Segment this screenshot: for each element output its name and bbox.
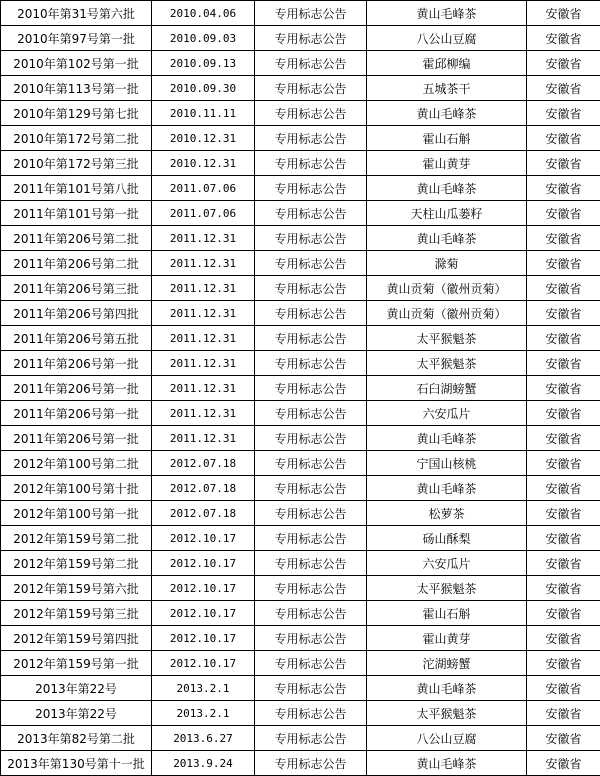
announcement-number-cell: 2011年第206号第五批 bbox=[1, 326, 152, 351]
table-row bbox=[1, 251, 600, 276]
table-row bbox=[1, 526, 600, 551]
date-cell: 2011.12.31 bbox=[152, 401, 255, 426]
announcement-type-cell: 专用标志公告 bbox=[255, 1, 367, 26]
announcement-number-cell: 2012年第159号第一批 bbox=[1, 651, 152, 676]
product-name-cell: 黄山毛峰茶 bbox=[367, 426, 527, 451]
date-cell: 2011.12.31 bbox=[152, 426, 255, 451]
announcement-type-cell: 专用标志公告 bbox=[255, 501, 367, 526]
announcement-number-cell: 2012年第100号第一批 bbox=[1, 501, 152, 526]
province-cell: 安徽省 bbox=[527, 126, 600, 151]
province-cell: 安徽省 bbox=[527, 101, 600, 126]
product-name-cell: 黄山贡菊（徽州贡菊） bbox=[367, 276, 527, 301]
province-cell: 安徽省 bbox=[527, 351, 600, 376]
product-name-cell: 霍邱柳编 bbox=[367, 51, 527, 76]
province-cell: 安徽省 bbox=[527, 226, 600, 251]
announcement-number-cell: 2010年第113号第一批 bbox=[1, 76, 152, 101]
announcement-number-cell: 2013年第130号第十一批 bbox=[1, 751, 152, 776]
announcement-type-cell: 专用标志公告 bbox=[255, 351, 367, 376]
announcement-type-cell: 专用标志公告 bbox=[255, 251, 367, 276]
date-cell: 2010.09.13 bbox=[152, 51, 255, 76]
province-cell: 安徽省 bbox=[527, 426, 600, 451]
table-row bbox=[1, 626, 600, 651]
table-row bbox=[1, 426, 600, 451]
province-cell: 安徽省 bbox=[527, 26, 600, 51]
table-row bbox=[1, 476, 600, 501]
product-name-cell: 滁菊 bbox=[367, 251, 527, 276]
table-row bbox=[1, 376, 600, 401]
province-cell: 安徽省 bbox=[527, 651, 600, 676]
date-cell: 2011.12.31 bbox=[152, 376, 255, 401]
table-row bbox=[1, 601, 600, 626]
announcement-type-cell: 专用标志公告 bbox=[255, 176, 367, 201]
announcement-type-cell: 专用标志公告 bbox=[255, 126, 367, 151]
product-name-cell: 黄山毛峰茶 bbox=[367, 751, 527, 776]
date-cell: 2013.9.24 bbox=[152, 751, 255, 776]
announcement-type-cell: 专用标志公告 bbox=[255, 51, 367, 76]
table-row bbox=[1, 276, 600, 301]
announcement-number-cell: 2013年第22号 bbox=[1, 676, 152, 701]
announcement-type-cell: 专用标志公告 bbox=[255, 76, 367, 101]
province-cell: 安徽省 bbox=[527, 326, 600, 351]
province-cell: 安徽省 bbox=[527, 401, 600, 426]
date-cell: 2012.07.18 bbox=[152, 476, 255, 501]
product-name-cell: 六安瓜片 bbox=[367, 551, 527, 576]
announcement-type-cell: 专用标志公告 bbox=[255, 426, 367, 451]
date-cell: 2011.12.31 bbox=[152, 351, 255, 376]
product-name-cell: 八公山豆腐 bbox=[367, 26, 527, 51]
product-name-cell: 霍山石斛 bbox=[367, 126, 527, 151]
date-cell: 2010.09.30 bbox=[152, 76, 255, 101]
date-cell: 2011.12.31 bbox=[152, 276, 255, 301]
table-row bbox=[1, 676, 600, 701]
date-cell: 2012.10.17 bbox=[152, 576, 255, 601]
table-row bbox=[1, 301, 600, 326]
province-cell: 安徽省 bbox=[527, 726, 600, 751]
product-name-cell: 六安瓜片 bbox=[367, 401, 527, 426]
date-cell: 2013.2.1 bbox=[152, 676, 255, 701]
table-row bbox=[1, 451, 600, 476]
date-cell: 2010.12.31 bbox=[152, 126, 255, 151]
announcement-type-cell: 专用标志公告 bbox=[255, 326, 367, 351]
province-cell: 安徽省 bbox=[527, 51, 600, 76]
announcement-number-cell: 2010年第102号第一批 bbox=[1, 51, 152, 76]
announcement-type-cell: 专用标志公告 bbox=[255, 751, 367, 776]
province-cell: 安徽省 bbox=[527, 576, 600, 601]
announcement-number-cell: 2011年第206号第一批 bbox=[1, 426, 152, 451]
announcement-type-cell: 专用标志公告 bbox=[255, 226, 367, 251]
province-cell: 安徽省 bbox=[527, 201, 600, 226]
province-cell: 安徽省 bbox=[527, 676, 600, 701]
announcement-number-cell: 2012年第159号第六批 bbox=[1, 576, 152, 601]
table-row bbox=[1, 226, 600, 251]
province-cell: 安徽省 bbox=[527, 151, 600, 176]
announcement-type-cell: 专用标志公告 bbox=[255, 101, 367, 126]
date-cell: 2011.07.06 bbox=[152, 201, 255, 226]
announcement-type-cell: 专用标志公告 bbox=[255, 301, 367, 326]
product-name-cell: 黄山毛峰茶 bbox=[367, 476, 527, 501]
province-cell: 安徽省 bbox=[527, 751, 600, 776]
product-name-cell: 黄山毛峰茶 bbox=[367, 226, 527, 251]
product-name-cell: 八公山豆腐 bbox=[367, 726, 527, 751]
table-row bbox=[1, 651, 600, 676]
date-cell: 2010.04.06 bbox=[152, 1, 255, 26]
province-cell: 安徽省 bbox=[527, 251, 600, 276]
province-cell: 安徽省 bbox=[527, 526, 600, 551]
announcement-number-cell: 2012年第159号第四批 bbox=[1, 626, 152, 651]
date-cell: 2012.10.17 bbox=[152, 551, 255, 576]
date-cell: 2013.2.1 bbox=[152, 701, 255, 726]
date-cell: 2010.09.03 bbox=[152, 26, 255, 51]
product-name-cell: 石臼湖螃蟹 bbox=[367, 376, 527, 401]
announcement-type-cell: 专用标志公告 bbox=[255, 526, 367, 551]
table-row bbox=[1, 126, 600, 151]
province-cell: 安徽省 bbox=[527, 376, 600, 401]
announcement-type-cell: 专用标志公告 bbox=[255, 26, 367, 51]
product-name-cell: 沱湖螃蟹 bbox=[367, 651, 527, 676]
announcement-type-cell: 专用标志公告 bbox=[255, 401, 367, 426]
announcement-number-cell: 2013年第22号 bbox=[1, 701, 152, 726]
announcement-type-cell: 专用标志公告 bbox=[255, 701, 367, 726]
announcement-type-cell: 专用标志公告 bbox=[255, 201, 367, 226]
date-cell: 2011.12.31 bbox=[152, 226, 255, 251]
province-cell: 安徽省 bbox=[527, 476, 600, 501]
province-cell: 安徽省 bbox=[527, 301, 600, 326]
date-cell: 2011.07.06 bbox=[152, 176, 255, 201]
announcement-type-cell: 专用标志公告 bbox=[255, 451, 367, 476]
date-cell: 2010.12.31 bbox=[152, 151, 255, 176]
date-cell: 2012.10.17 bbox=[152, 626, 255, 651]
table-row bbox=[1, 151, 600, 176]
date-cell: 2010.11.11 bbox=[152, 101, 255, 126]
announcement-type-cell: 专用标志公告 bbox=[255, 276, 367, 301]
announcement-number-cell: 2012年第100号第十批 bbox=[1, 476, 152, 501]
product-name-cell: 太平猴魁茶 bbox=[367, 701, 527, 726]
announcement-number-cell: 2010年第129号第七批 bbox=[1, 101, 152, 126]
table-row bbox=[1, 101, 600, 126]
table-row bbox=[1, 176, 600, 201]
product-name-cell: 黄山毛峰茶 bbox=[367, 176, 527, 201]
date-cell: 2011.12.31 bbox=[152, 326, 255, 351]
date-cell: 2013.6.27 bbox=[152, 726, 255, 751]
announcement-number-cell: 2013年第82号第二批 bbox=[1, 726, 152, 751]
province-cell: 安徽省 bbox=[527, 601, 600, 626]
announcement-number-cell: 2011年第206号第四批 bbox=[1, 301, 152, 326]
announcement-number-cell: 2011年第101号第一批 bbox=[1, 201, 152, 226]
province-cell: 安徽省 bbox=[527, 76, 600, 101]
announcement-number-cell: 2012年第159号第二批 bbox=[1, 551, 152, 576]
province-cell: 安徽省 bbox=[527, 1, 600, 26]
product-name-cell: 霍山黄芽 bbox=[367, 151, 527, 176]
province-cell: 安徽省 bbox=[527, 626, 600, 651]
announcement-type-cell: 专用标志公告 bbox=[255, 676, 367, 701]
announcement-number-cell: 2011年第206号第二批 bbox=[1, 226, 152, 251]
table-row bbox=[1, 701, 600, 726]
table-row bbox=[1, 26, 600, 51]
announcement-number-cell: 2011年第206号第一批 bbox=[1, 401, 152, 426]
province-cell: 安徽省 bbox=[527, 451, 600, 476]
product-name-cell: 霍山黄芽 bbox=[367, 626, 527, 651]
announcement-type-cell: 专用标志公告 bbox=[255, 476, 367, 501]
announcement-type-cell: 专用标志公告 bbox=[255, 601, 367, 626]
announcement-number-cell: 2011年第206号第三批 bbox=[1, 276, 152, 301]
province-cell: 安徽省 bbox=[527, 501, 600, 526]
product-name-cell: 黄山毛峰茶 bbox=[367, 1, 527, 26]
table-row bbox=[1, 201, 600, 226]
table-row bbox=[1, 351, 600, 376]
product-name-cell: 黄山贡菊（徽州贡菊） bbox=[367, 301, 527, 326]
product-name-cell: 天柱山瓜蒌籽 bbox=[367, 201, 527, 226]
announcement-type-cell: 专用标志公告 bbox=[255, 576, 367, 601]
product-name-cell: 黄山毛峰茶 bbox=[367, 676, 527, 701]
announcement-number-cell: 2012年第100号第二批 bbox=[1, 451, 152, 476]
announcement-type-cell: 专用标志公告 bbox=[255, 651, 367, 676]
product-name-cell: 五城茶干 bbox=[367, 76, 527, 101]
announcement-type-cell: 专用标志公告 bbox=[255, 626, 367, 651]
province-cell: 安徽省 bbox=[527, 551, 600, 576]
table-row bbox=[1, 76, 600, 101]
product-name-cell: 太平猴魁茶 bbox=[367, 576, 527, 601]
announcement-number-cell: 2012年第159号第二批 bbox=[1, 526, 152, 551]
date-cell: 2011.12.31 bbox=[152, 251, 255, 276]
announcement-number-cell: 2011年第206号第二批 bbox=[1, 251, 152, 276]
product-name-cell: 太平猴魁茶 bbox=[367, 351, 527, 376]
table-row bbox=[1, 576, 600, 601]
table-row bbox=[1, 751, 600, 776]
product-name-cell: 砀山酥梨 bbox=[367, 526, 527, 551]
table-row bbox=[1, 726, 600, 751]
announcement-number-cell: 2010年第97号第一批 bbox=[1, 26, 152, 51]
province-cell: 安徽省 bbox=[527, 176, 600, 201]
table-row bbox=[1, 1, 600, 26]
province-cell: 安徽省 bbox=[527, 276, 600, 301]
announcement-number-cell: 2011年第206号第一批 bbox=[1, 376, 152, 401]
announcement-number-cell: 2010年第172号第三批 bbox=[1, 151, 152, 176]
announcement-number-cell: 2011年第101号第八批 bbox=[1, 176, 152, 201]
product-name-cell: 黄山毛峰茶 bbox=[367, 101, 527, 126]
table-row bbox=[1, 326, 600, 351]
table-row bbox=[1, 51, 600, 76]
province-cell: 安徽省 bbox=[527, 701, 600, 726]
announcement-type-cell: 专用标志公告 bbox=[255, 151, 367, 176]
date-cell: 2012.07.18 bbox=[152, 451, 255, 476]
announcement-number-cell: 2010年第31号第六批 bbox=[1, 1, 152, 26]
announcement-number-cell: 2010年第172号第二批 bbox=[1, 126, 152, 151]
date-cell: 2012.10.17 bbox=[152, 651, 255, 676]
date-cell: 2011.12.31 bbox=[152, 301, 255, 326]
table-row bbox=[1, 401, 600, 426]
product-name-cell: 宁国山核桃 bbox=[367, 451, 527, 476]
announcement-type-cell: 专用标志公告 bbox=[255, 551, 367, 576]
product-name-cell: 太平猴魁茶 bbox=[367, 326, 527, 351]
date-cell: 2012.07.18 bbox=[152, 501, 255, 526]
announcement-number-cell: 2012年第159号第三批 bbox=[1, 601, 152, 626]
announcement-number-cell: 2011年第206号第一批 bbox=[1, 351, 152, 376]
table-row bbox=[1, 501, 600, 526]
table-row bbox=[1, 551, 600, 576]
date-cell: 2012.10.17 bbox=[152, 526, 255, 551]
announcement-type-cell: 专用标志公告 bbox=[255, 726, 367, 751]
announcement-type-cell: 专用标志公告 bbox=[255, 376, 367, 401]
product-name-cell: 霍山石斛 bbox=[367, 601, 527, 626]
date-cell: 2012.10.17 bbox=[152, 601, 255, 626]
product-name-cell: 松萝茶 bbox=[367, 501, 527, 526]
table-body bbox=[1, 1, 600, 776]
